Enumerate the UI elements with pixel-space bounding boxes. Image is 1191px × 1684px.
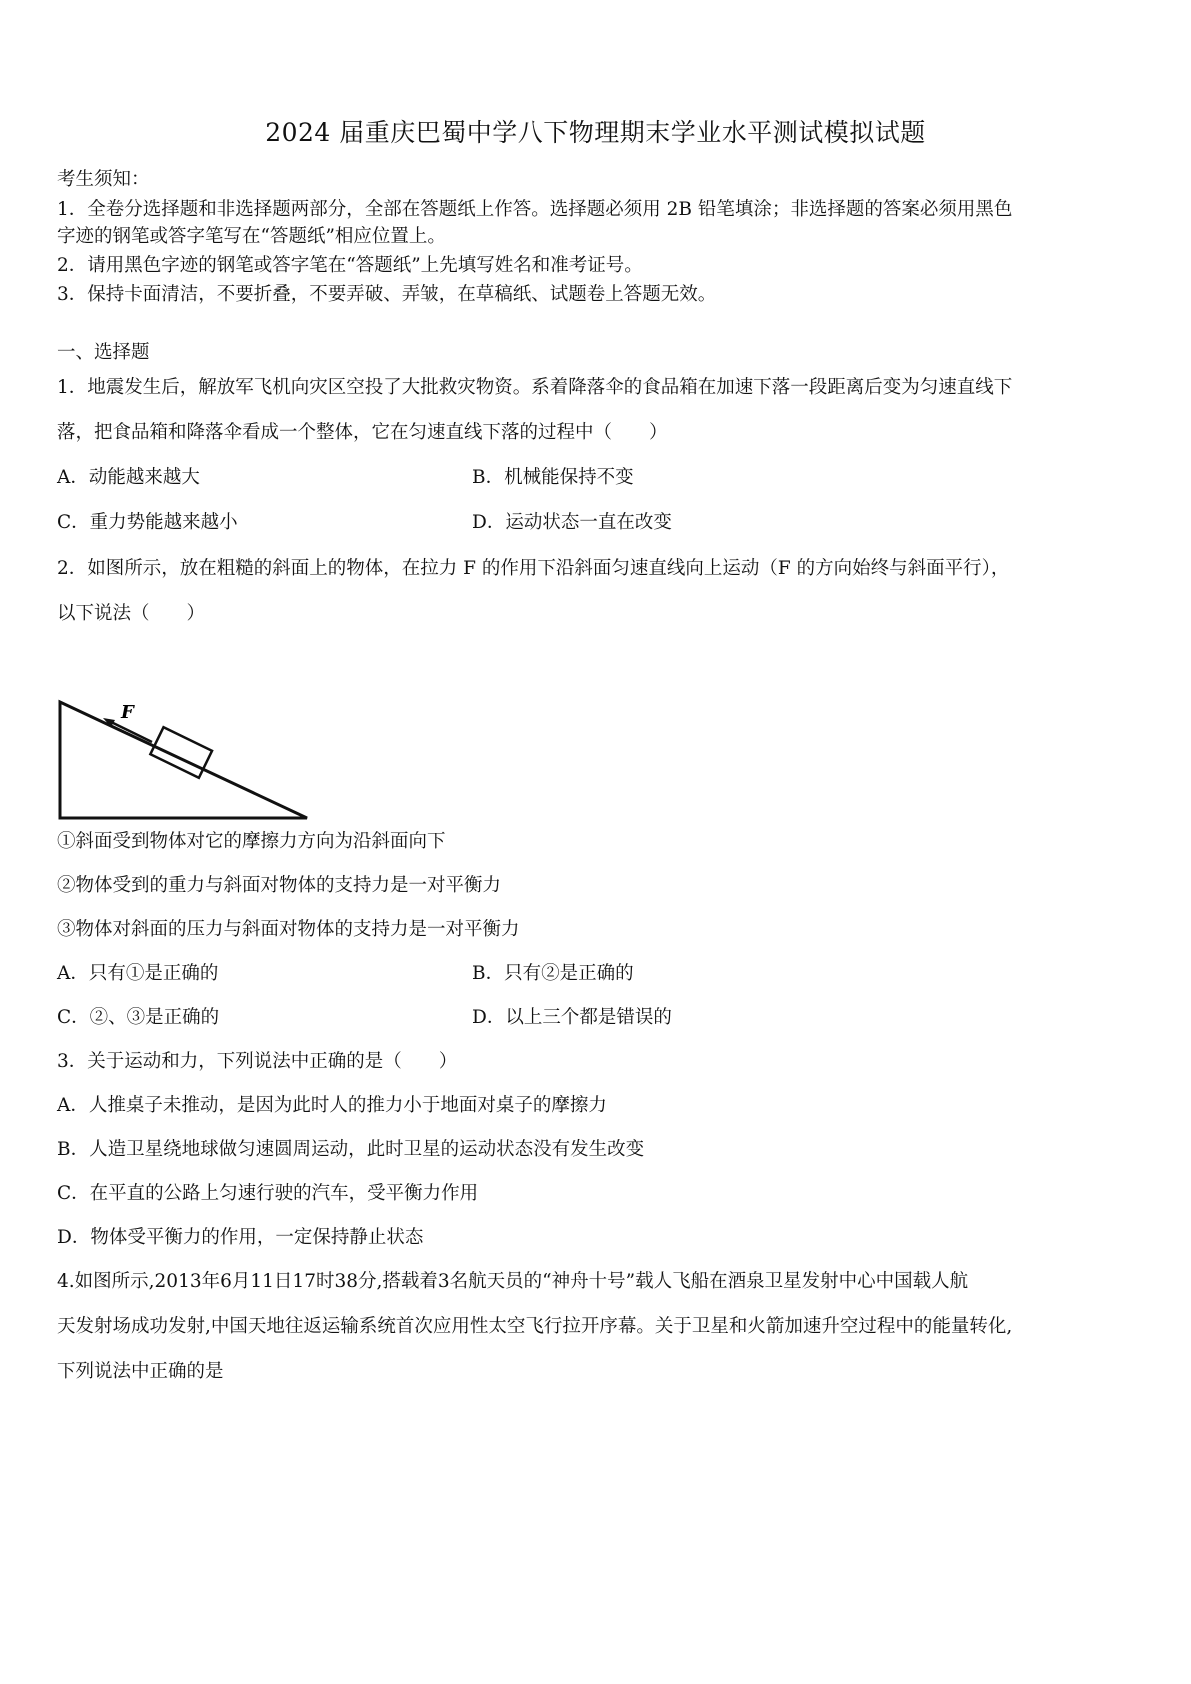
q2-option-a: A．只有①是正确的 xyxy=(57,963,219,984)
q1-stem-line-1: 1．地震发生后，解放军飞机向灾区空投了大批救灾物资。系着降落伞的食品箱在加速下落一段距离后变为匀速直线下 xyxy=(57,377,1013,398)
q1-option-d: D．运动状态一直在改变 xyxy=(472,512,672,533)
q2-statement-1: ①斜面受到物体对它的摩擦力方向为沿斜面向下 xyxy=(57,831,446,852)
q3-stem: 3．关于运动和力，下列说法中正确的是（ ） xyxy=(57,1051,458,1072)
page-title: 2024 届重庆巴蜀中学八下物理期末学业水平测试模拟试题 xyxy=(265,118,926,147)
notice-line-3: 2．请用黑色字迹的钢笔或答字笔在“答题纸”上先填写姓名和准考证号。 xyxy=(57,255,643,276)
notice-line-1: 1．全卷分选择题和非选择题两部分，全部在答题纸上作答。选择题必须用 2B 铅笔填涂；非选择题的答案必须用黑色 xyxy=(57,199,1013,220)
q3-option-d: D．物体受平衡力的作用，一定保持静止状态 xyxy=(57,1227,424,1248)
q4-stem-line-3: 下列说法中正确的是 xyxy=(57,1361,224,1382)
q2-statement-2: ②物体受到的重力与斜面对物体的支持力是一对平衡力 xyxy=(57,875,502,896)
q1-option-b: B．机械能保持不变 xyxy=(472,467,634,488)
q3-option-b: B．人造卫星绕地球做匀速圆周运动，此时卫星的运动状态没有发生改变 xyxy=(57,1139,645,1160)
q4-stem-line-2: 天发射场成功发射,中国天地往返运输系统首次应用性太空飞行拉开序幕。关于卫星和火箭加速升空过程中的能量转化, xyxy=(57,1316,1013,1337)
q4-stem-line-1: 4.如图所示,2013年6月11日17时38分,搭载着3名航天员的“神舟十号”载人飞船在酒泉卫星发射中心中国载人航 xyxy=(57,1271,969,1292)
incline-triangle xyxy=(60,702,307,818)
block xyxy=(150,727,212,778)
notice-heading: 考生须知： xyxy=(57,169,150,190)
force-arrow-line xyxy=(109,721,152,742)
notice-line-4: 3．保持卡面清洁，不要折叠，不要弄破、弄皱，在草稿纸、试题卷上答题无效。 xyxy=(57,284,717,305)
q1-stem-line-2: 落，把食品箱和降落伞看成一个整体，它在匀速直线下落的过程中（ ） xyxy=(57,422,668,443)
force-label: F xyxy=(121,702,134,723)
q2-option-c: C．②、③是正确的 xyxy=(57,1007,220,1028)
q1-option-c: C．重力势能越来越小 xyxy=(57,512,238,533)
q3-option-c: C．在平直的公路上匀速行驶的汽车，受平衡力作用 xyxy=(57,1183,479,1204)
q2-option-d: D．以上三个都是错误的 xyxy=(472,1007,672,1028)
q2-statement-3: ③物体对斜面的压力与斜面对物体的支持力是一对平衡力 xyxy=(57,919,520,940)
q3-option-a: A．人推桌子未推动，是因为此时人的推力小于地面对桌子的摩擦力 xyxy=(57,1095,607,1116)
notice-line-2: 字迹的钢笔或答字笔写在“答题纸”相应位置上。 xyxy=(57,226,446,247)
q2-option-b: B．只有②是正确的 xyxy=(472,963,634,984)
q2-stem-line-1: 2．如图所示，放在粗糙的斜面上的物体，在拉力 F 的作用下沿斜面匀速直线向上运动（F 的方向始终与斜面平行）， xyxy=(57,558,1010,579)
q2-stem-line-2: 以下说法（ ） xyxy=(57,603,206,624)
section-heading: 一、选择题 xyxy=(57,342,150,363)
incline-figure xyxy=(57,694,317,824)
q1-option-a: A．动能越来越大 xyxy=(57,467,200,488)
